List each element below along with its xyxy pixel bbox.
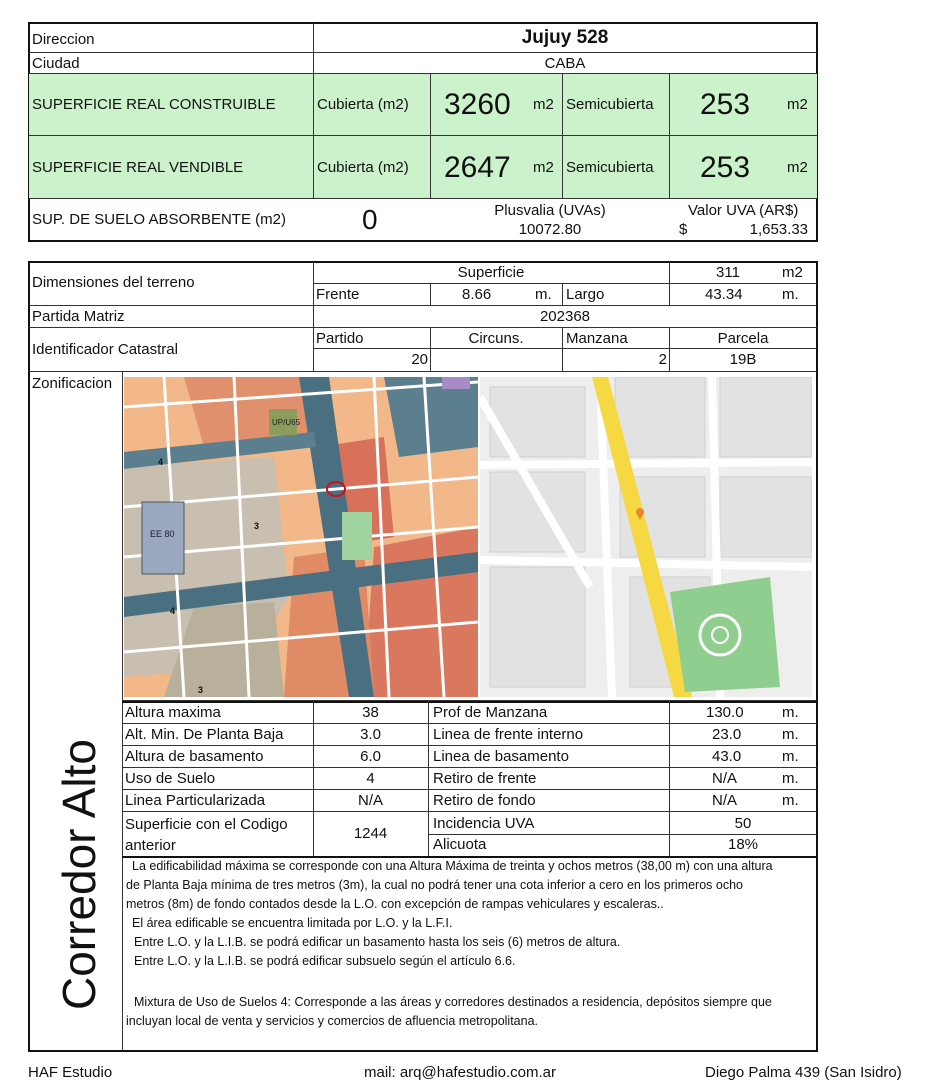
ciudad-label: Ciudad [32,55,80,72]
map-label-4b: 4 [170,606,176,616]
param-incidencia-value: 50 [734,815,752,832]
footer-address: Diego Palma 439 (San Isidro) [705,1064,902,1081]
param-linea-basamento-value: 43.0 [712,748,742,765]
manzana-value: 2 [658,351,667,368]
vendible-semi-label: Semicubierta [566,159,654,176]
map-label-3b: 3 [198,685,204,695]
param-basamento-value: 6.0 [360,748,381,765]
param-frente-interno-unit: m. [782,726,799,743]
param-uso-value: 4 [366,770,375,787]
map-label-ee: EE 80 [150,529,175,539]
note-line: La edificabilidad máxima se corresponde con una Altura Máxima de treinta y ochos metros (38,00 m) con una altura [132,859,773,873]
construible-semi-value: 253 [700,88,751,121]
param-linea-basamento-unit: m. [782,748,799,765]
param-retiro-fondo-label: Retiro de fondo [433,792,536,809]
param-basamento-label: Altura de basamento [125,748,264,765]
param-retiro-frente-label: Retiro de frente [433,770,537,787]
frente-unit: m. [535,286,552,303]
param-retiro-fondo-value: N/A [712,792,738,809]
param-linea-basamento-label: Linea de basamento [433,748,569,765]
param-altura-maxima-value: 38 [362,704,379,721]
note-line: incluyan local de venta y servicios y comercios de afluencia metropolitana. [126,1014,539,1028]
circuns-label: Circuns. [468,330,524,347]
param-retiro-frente-value: N/A [712,770,738,787]
absorbente-value: 0 [362,204,378,235]
uva-label: Valor UVA (AR$) [688,202,799,219]
uva-value: 1,653.33 [749,221,808,238]
street-map [480,377,812,697]
param-alt-min-value: 3.0 [360,726,381,743]
note-line: de Planta Baja mínima de tres metros (3m), la cual no podrá tener una cota inferior a cero en los primeros ocho [126,878,743,892]
param-linea-part-value: N/A [357,792,383,809]
zonificacion-label: Zonificacion [32,375,113,392]
partida-value: 202368 [539,308,591,325]
parcela-label: Parcela [717,330,769,347]
map-label-up: UP/U65 [272,418,301,427]
note-line: Mixtura de Uso de Suelos 4: Corresponde a las áreas y corredores destinados a residencia, depósitos siempre que [134,995,772,1009]
param-altura-maxima-label: Altura maxima [125,704,221,721]
param-alt-min-label: Alt. Min. De Planta Baja [125,726,284,743]
absorbente-label: SUP. DE SUELO ABSORBENTE (m2) [32,211,286,228]
param-retiro-fondo-unit: m. [782,792,799,809]
superficie-value: 311 [716,264,740,281]
param-incidencia-label: Incidencia UVA [433,815,535,832]
frente-label: Frente [316,286,360,303]
note-line: metros (8m) de fondo contados desde la L.O. con excepción de rampas vehiculares y escaleras.. [126,897,664,911]
construible-semi-label: Semicubierta [566,96,654,113]
param-prof-manzana-unit: m. [782,704,799,721]
catastral-label: Identificador Catastral [32,341,178,358]
frente-value: 8.66 [462,286,492,303]
param-prof-manzana-value: 130.0 [706,704,744,721]
param-sup-codigo-label: Superficie con el Codigo [125,816,288,833]
note-line: Entre L.O. y la L.I.B. se podrá edificar un basamento hasta los seis (6) metros de altura. [134,935,621,949]
param-uso-label: Uso de Suelo [125,770,216,787]
param-frente-interno-label: Linea de frente interno [433,726,584,743]
dimensiones-label: Dimensiones del terreno [32,274,195,291]
largo-unit: m. [782,286,799,303]
superficie-label: Superficie [457,264,525,281]
construible-cubierta-value: 3260 [444,88,511,121]
ciudad-value: CABA [544,55,586,72]
param-linea-part-label: Linea Particularizada [125,792,266,809]
note-line: Entre L.O. y la L.I.B. se podrá edificar subsuelo según el artículo 6.6. [134,954,516,968]
footer-email[interactable]: mail: arq@hafestudio.com.ar [364,1064,556,1081]
notes-block [126,857,814,1049]
uva-currency: $ [679,221,688,238]
vendible-cubierta-label: Cubierta (m2) [317,159,409,176]
parcela-value: 19B [729,351,757,368]
partido-label: Partido [316,330,364,347]
largo-label: Largo [566,286,605,303]
vendible-cubierta-value: 2647 [444,151,511,184]
vendible-semi-value: 253 [700,151,751,184]
largo-value: 43.34 [705,286,743,303]
direccion-label: Direccion [32,31,95,48]
construible-unit: m2 [533,96,554,113]
partido-value: 20 [411,351,428,368]
zona-text: Corredor Alto [53,738,105,1010]
map-label-4a: 4 [158,457,164,467]
param-prof-manzana-label: Prof de Manzana [433,704,548,721]
param-sup-codigo-value: 1244 [353,825,388,842]
param-sup-codigo-label2: anterior [125,837,176,854]
param-alicuota-value: 18% [727,836,759,853]
vendible-semi-unit: m2 [787,159,808,176]
plusvalia-value: 10072.80 [518,221,582,238]
construible-cubierta-label: Cubierta (m2) [317,96,409,113]
vendible-label: SUPERFICIE REAL VENDIBLE [32,159,244,176]
direccion-value: Jujuy 528 [521,27,609,48]
vendible-unit: m2 [533,159,554,176]
zoning-map [124,377,478,697]
param-alicuota-label: Alicuota [433,836,487,853]
plusvalia-label: Plusvalia (UVAs) [494,202,606,219]
construible-semi-unit: m2 [787,96,808,113]
param-retiro-frente-unit: m. [782,770,799,787]
partida-label: Partida Matriz [32,308,125,325]
param-frente-interno-value: 23.0 [712,726,742,743]
construible-label: SUPERFICIE REAL CONSTRUIBLE [32,96,276,113]
manzana-label: Manzana [566,330,628,347]
note-line: El área edificable se encuentra limitada por L.O. y la L.F.I. [132,916,453,930]
superficie-unit: m2 [782,264,803,281]
footer-company: HAF Estudio [28,1064,113,1081]
map-label-3a: 3 [254,521,260,531]
